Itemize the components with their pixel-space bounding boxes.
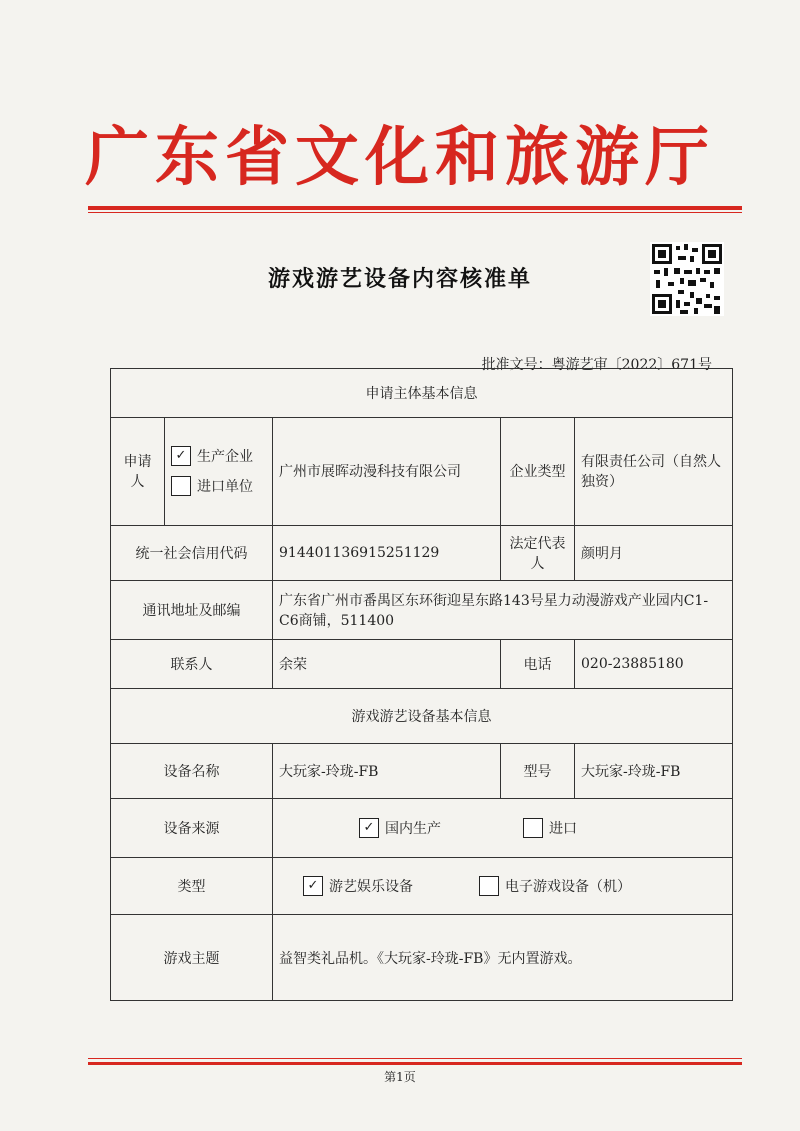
option-amusement[interactable] xyxy=(303,871,413,901)
applicant-type-options xyxy=(165,417,273,525)
qr-code-icon xyxy=(650,242,724,316)
option-electronic-game-label: 电子游戏设备（机） xyxy=(505,879,631,896)
phone-label: 电话 xyxy=(501,640,575,689)
header-red-rule-thick xyxy=(88,206,742,210)
model-label: 型号 xyxy=(501,744,575,799)
footer-red-rule-thick xyxy=(88,1062,742,1065)
source-label: 设备来源 xyxy=(111,799,273,858)
empty-checkbox-icon[interactable] xyxy=(523,818,543,838)
applicant-label: 申请人 xyxy=(111,417,165,525)
page-number: 第1页 xyxy=(384,1070,416,1084)
option-amusement-label: 游艺娱乐设备 xyxy=(329,879,413,896)
category-label: 类型 xyxy=(111,858,273,915)
credit-code-label: 统一社会信用代码 xyxy=(111,525,273,580)
enterprise-type: 有限责任公司（自然人独资） xyxy=(575,417,733,525)
option-import[interactable] xyxy=(523,813,577,843)
option-domestic-label: 国内生产 xyxy=(385,821,441,838)
footer-red-rule-thin xyxy=(88,1058,742,1059)
check-mark-icon[interactable]: ✓ xyxy=(359,818,379,838)
contact-label: 联系人 xyxy=(111,640,273,689)
option-electronic-game[interactable] xyxy=(479,871,631,901)
address-label: 通讯地址及邮编 xyxy=(111,581,273,640)
approval-form-table xyxy=(110,368,733,1001)
approval-number: 批准文号：粤游艺审〔2022〕671号 xyxy=(481,357,712,373)
address: 广东省广州市番禺区东环街迎星东路143号星力动漫游戏产业园内C1-C6商铺，511400 xyxy=(273,581,733,640)
company-name: 广州市展晖动漫科技有限公司 xyxy=(273,417,501,525)
game-theme: 益智类礼品机。《大玩家-玲珑-FB》无内置游戏。 xyxy=(273,915,733,1001)
empty-checkbox-icon[interactable] xyxy=(479,876,499,896)
source-options xyxy=(273,799,733,858)
option-importer-label: 进口单位 xyxy=(197,479,253,496)
authority-header: 广东省文化和旅游厅 xyxy=(85,120,715,195)
header-red-rule-thin xyxy=(88,212,742,213)
option-domestic[interactable] xyxy=(359,813,441,843)
device-name-label: 设备名称 xyxy=(111,744,273,799)
option-manufacturer-label: 生产企业 xyxy=(197,449,253,466)
device-section-heading: 游戏游艺设备基本信息 xyxy=(111,689,733,744)
option-importer[interactable] xyxy=(171,471,266,501)
check-mark-icon[interactable]: ✓ xyxy=(171,446,191,466)
empty-checkbox-icon[interactable] xyxy=(171,476,191,496)
model: 大玩家-玲珑-FB xyxy=(575,744,733,799)
credit-code: 91440113691525112​9 xyxy=(273,525,501,580)
legal-rep-label: 法定代表人 xyxy=(501,525,575,580)
theme-label: 游戏主题 xyxy=(111,915,273,1001)
legal-rep: 颜明月 xyxy=(575,525,733,580)
enterprise-type-label: 企业类型 xyxy=(501,417,575,525)
device-name: 大玩家-玲珑-FB xyxy=(273,744,501,799)
option-import-label: 进口 xyxy=(549,821,577,838)
applicant-section-heading: 申请主体基本信息 xyxy=(111,369,733,418)
category-options xyxy=(273,858,733,915)
contact-person: 余荣 xyxy=(273,640,501,689)
option-manufacturer[interactable] xyxy=(171,441,266,471)
check-mark-icon[interactable]: ✓ xyxy=(303,876,323,896)
phone: 020-23885180 xyxy=(575,640,733,689)
document-title: 游戏游艺设备内容核准单 xyxy=(267,266,532,292)
